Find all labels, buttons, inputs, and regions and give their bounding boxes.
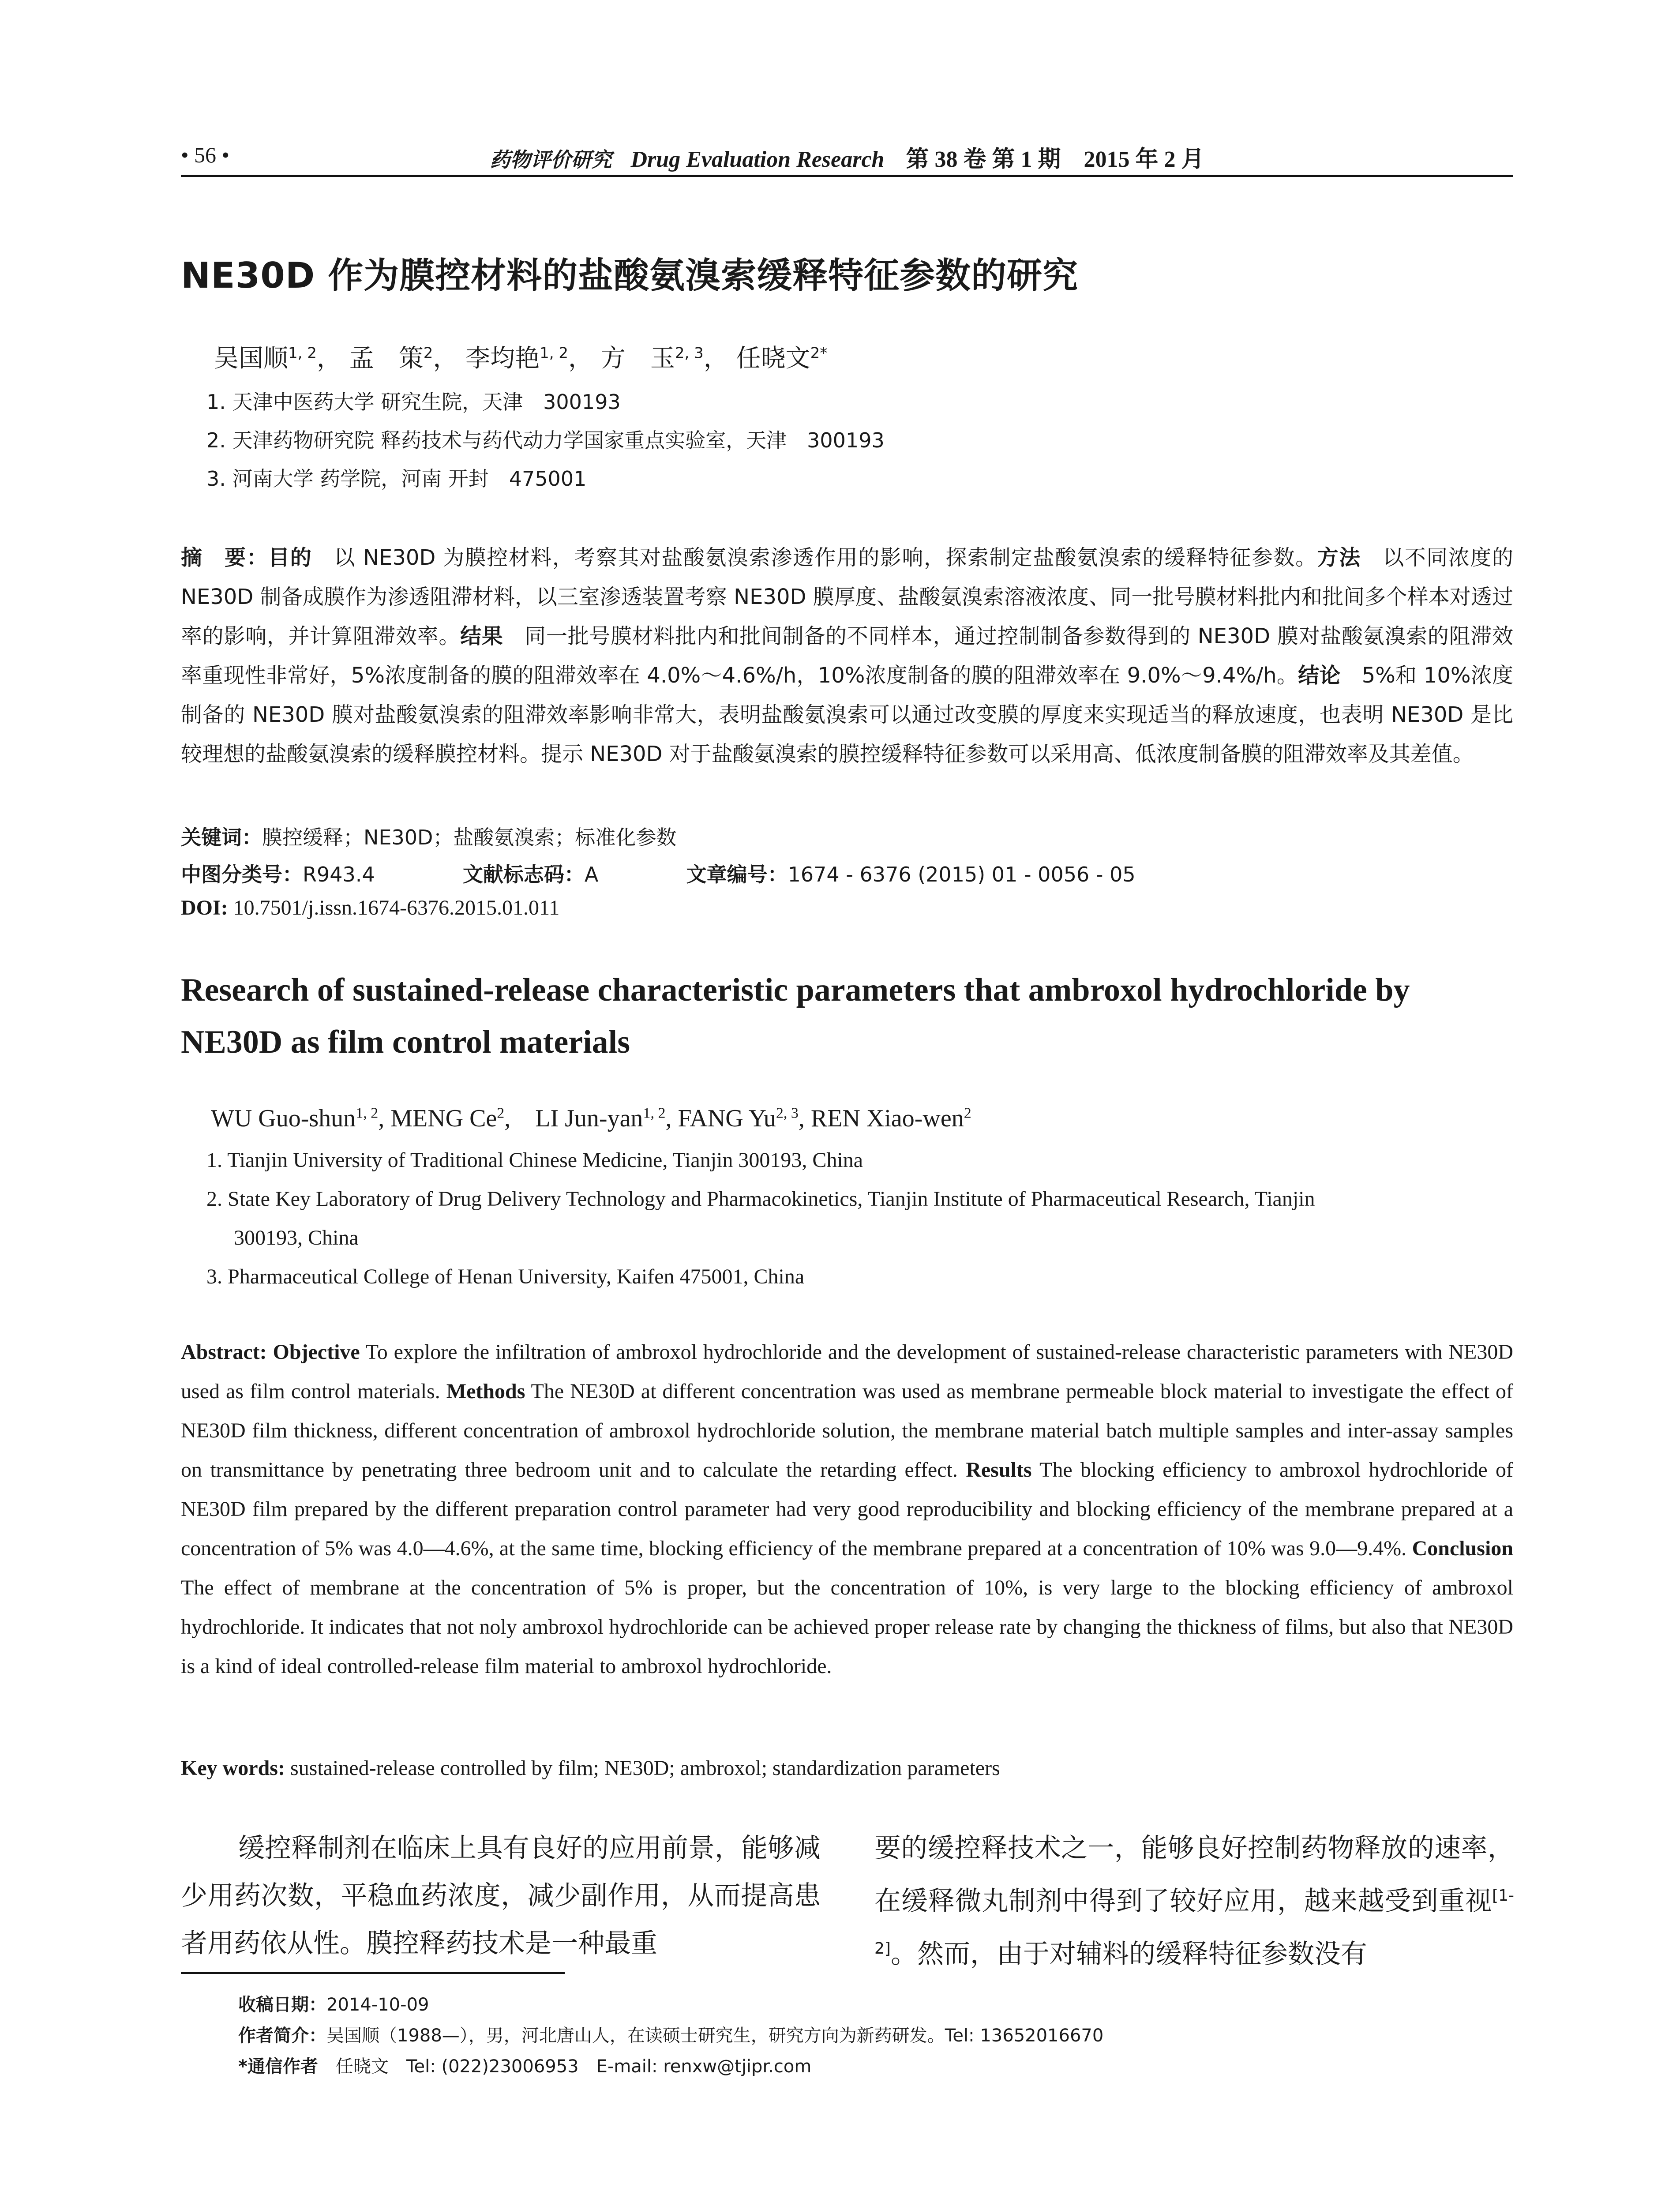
results-label: Results <box>966 1458 1032 1482</box>
author-name: 任晓文 <box>736 344 810 373</box>
author-affil-sup: 2, 3 <box>776 1105 799 1122</box>
author-affil-sup: 1, 2 <box>540 344 569 362</box>
english-authors <box>211 1099 971 1134</box>
author-sep: , <box>665 1105 678 1132</box>
bio-label: 作者简介： <box>238 2026 326 2046</box>
author-affil-sup: 2 <box>964 1105 971 1122</box>
methods-label: Methods <box>446 1380 525 1403</box>
classification-line <box>181 859 1136 888</box>
author-sep: ， <box>703 344 728 373</box>
results-text: The blocking efficiency to ambroxol hydrochloride of NE30D film prepared by the different preparation control parameter had very good reproducibility and blocking efficiency of the membrane prepared at a concentration of 5% was 4.0—4.6%, at the same time, blocking efficiency of the membrane prepared at a concentration of 10% was 9.0—9.4%. <box>181 1458 1514 1560</box>
objective-label: Objective <box>266 1340 360 1364</box>
body-text: 。然而，由于对辅料的缓释特征参数没有 <box>890 1939 1367 1970</box>
author-affil-sup: 2, 3 <box>675 344 704 362</box>
author-affil-sup: 1, 2 <box>356 1105 379 1122</box>
english-affiliation-3: 3. Pharmaceutical College of Henan University, Kaifen 475001, China <box>206 1265 805 1288</box>
paper-page <box>181 0 1513 2206</box>
author-name: 孟 策 <box>349 344 424 373</box>
author-name: WU Guo-shun <box>211 1105 356 1132</box>
author-sep: ， <box>316 344 341 373</box>
author-affil-sup: 1, 2 <box>288 344 317 362</box>
conclusion-label: 结论 <box>1298 663 1341 688</box>
chinese-affiliation-1: 1. 天津中医药大学 研究生院，天津 300193 <box>206 390 621 414</box>
chinese-authors <box>214 339 827 374</box>
author-name: 李均艳 <box>465 344 540 373</box>
english-affiliation-2: 2. State Key Laboratory of Drug Delivery Technology and Pharmacokinetics, Tianjin Institute of Pharmaceutical Research, Tianjin <box>206 1187 1315 1211</box>
objective-label: 目的 <box>268 545 312 570</box>
methods-text: 以不同浓度的 NE30D 制备成膜作为渗透阻滞材料，以三室渗透装置考察 NE30D 膜厚度、盐酸氨溴索溶液浓度、同一批号膜材料批内和批间多个样本对透过率的影响，并计算阻滞效率。 <box>181 545 1513 649</box>
running-header <box>181 140 1513 176</box>
conclusion-text: 5%和 10%浓度制备的 NE30D 膜对盐酸氨溴索的阻滞效率影响非常大，表明盐酸氨溴索可以通过改变膜的厚度来实现适当的释放速度，也表明 NE30D 是比较理想的盐酸氨溴索的缓释膜控材料。提示 NE30D 对于盐酸氨溴索的膜控缓释特征参数可以采用高、低浓度制备膜的阻滞效率及其差值。 <box>181 663 1513 766</box>
doi-line <box>181 896 559 920</box>
author-name: REN Xiao-wen <box>810 1105 964 1132</box>
english-affiliation-2-cont: 300193, China <box>234 1226 359 1249</box>
english-affiliation-1: 1. Tianjin University of Traditional Chinese Medicine, Tianjin 300193, China <box>206 1148 863 1172</box>
author-affil-sup: 2 <box>423 344 433 362</box>
body-column-left: 缓控释制剂在临床上具有良好的应用前景，能够减少用药次数，平稳血药浓度，减少副作用，从而提高患者用药依从性。膜控释药技术是一种最重 <box>181 1833 821 1959</box>
author-name: FANG Yu <box>678 1105 776 1132</box>
objective-text: 以 NE30D 为膜控材料，考察其对盐酸氨溴索渗透作用的影响，探索制定盐酸氨溴索的缓释特征参数。 <box>312 545 1317 570</box>
footnote-bio <box>238 2022 1103 2047</box>
abstract-label: Abstract: <box>181 1340 267 1364</box>
objective-text: To explore the infiltration of ambroxol hydrochloride and the development of sustained-release characteristic parameters with NE30D used as film control materials. <box>181 1340 1514 1403</box>
article-no-label: 文章编号： <box>686 863 788 886</box>
body-column-right <box>874 1824 1514 1978</box>
abstract-label: 摘 要： <box>181 545 269 570</box>
clc-label: 中图分类号： <box>181 863 303 886</box>
english-keywords <box>181 1756 1000 1780</box>
corr-text: 任晓文 Tel: (022)23006953 E-mail: renxw@tjipr.com <box>318 2056 812 2077</box>
conclusion-text: The effect of membrane at the concentration of 5% is proper, but the concentration of 10%, is very large to the blocking efficiency of ambroxol hydrochloride. It indicates that not noly ambroxol hydrochloride can be achieved proper release rate by changing the thickness of films, but also that NE30D is a kind of ideal controlled-release film material to ambroxol hydrochloride. <box>181 1576 1513 1678</box>
footnote-received <box>238 1991 429 2016</box>
doi-label: DOI: <box>181 896 228 919</box>
author-affil-sup: 2* <box>810 344 828 362</box>
received-label: 收稿日期： <box>238 1995 326 2015</box>
article-no-value: 1674 - 6376 (2015) 01 - 0056 - 05 <box>788 863 1136 886</box>
keywords-label: 关键词： <box>181 825 262 849</box>
author-name: 吴国顺 <box>214 344 288 373</box>
journal-name: Drug Evaluation Research <box>630 147 885 172</box>
conclusion-label: Conclusion <box>1412 1537 1513 1560</box>
author-sep: ， <box>433 344 458 373</box>
keywords-text: 膜控缓释；NE30D；盐酸氨溴索；标准化参数 <box>262 825 677 849</box>
author-affil-sup: 2 <box>497 1105 505 1122</box>
doi-value: 10.7501/j.issn.1674-6376.2015.01.011 <box>228 896 560 919</box>
chinese-abstract <box>181 538 1513 774</box>
methods-text: The NE30D at different concentration was used as membrane permeable block material to investigate the effect of NE30D film thickness, different concentration of ambroxol hydrochloride solution, the membrane material batch multiple samples and inter-assay samples on transmittance by penetrating three bedroom unit and to calculate the retarding effect. <box>181 1380 1513 1482</box>
doc-code-value: A <box>584 863 599 886</box>
corr-label: *通信作者 <box>238 2056 318 2077</box>
author-affil-sup: 1, 2 <box>643 1105 666 1122</box>
footnote-corresponding <box>238 2052 811 2078</box>
header-rule <box>181 175 1513 177</box>
body-text: 要的缓控释技术之一，能够良好控制药物释放的速率，在缓释微丸制剂中得到了较好应用，越来越受到重视 <box>874 1833 1514 1917</box>
footnote-rule <box>181 1972 565 1974</box>
author-name: 方 玉 <box>600 344 675 373</box>
chinese-keywords <box>181 822 676 851</box>
clc-value: R943.4 <box>303 863 375 886</box>
author-sep: , <box>378 1105 391 1132</box>
author-name: MENG Ce <box>390 1105 497 1132</box>
english-title: Research of sustained-release characteristic parameters that ambroxol hydrochloride by NE30D as film control materials <box>181 972 1410 1060</box>
author-sep: ， <box>568 344 593 373</box>
issue-info: 第 38 卷 第 1 期 2015 年 2 月 <box>906 147 1204 172</box>
chinese-title: NE30D 作为膜控材料的盐酸氨溴索缓释特征参数的研究 <box>181 255 1079 296</box>
methods-label: 方法 <box>1317 545 1361 570</box>
author-sep: , <box>504 1105 536 1132</box>
journal-line <box>181 140 1513 173</box>
results-label: 结果 <box>460 624 503 649</box>
chinese-affiliation-3: 3. 河南大学 药学院，河南 开封 475001 <box>206 467 587 491</box>
received-date: 2014-10-09 <box>326 1995 429 2015</box>
english-abstract <box>181 1332 1513 1686</box>
results-text: 同一批号膜材料批内和批间制备的不同样本，通过控制制备参数得到的 NE30D 膜对盐酸氨溴索的阻滞效率重现性非常好，5%浓度制备的膜的阻滞效率在 4.0%～4.6%/h，10%浓度制备的膜的阻滞效率在 9.0%～9.4%/h。 <box>181 624 1513 688</box>
author-name: LI Jun-yan <box>535 1105 643 1132</box>
keywords-label: Key words: <box>181 1756 285 1780</box>
keywords-text: sustained-release controlled by film; NE30D; ambroxol; standardization parameters <box>285 1756 1000 1780</box>
doc-code-label: 文献标志码： <box>462 863 585 886</box>
journal-logo: 药物评价研究 <box>490 148 612 172</box>
citation-ref: [1-2] <box>874 1887 1514 1958</box>
chinese-affiliation-2: 2. 天津药物研究院 释药技术与药代动力学国家重点实验室，天津 300193 <box>206 428 885 452</box>
bio-text: 吴国顺（1988—），男，河北唐山人，在读硕士研究生，研究方向为新药研发。Tel: 13652016670 <box>326 2026 1104 2046</box>
author-sep: , <box>798 1105 811 1132</box>
page-number: • 56 • <box>181 143 230 167</box>
